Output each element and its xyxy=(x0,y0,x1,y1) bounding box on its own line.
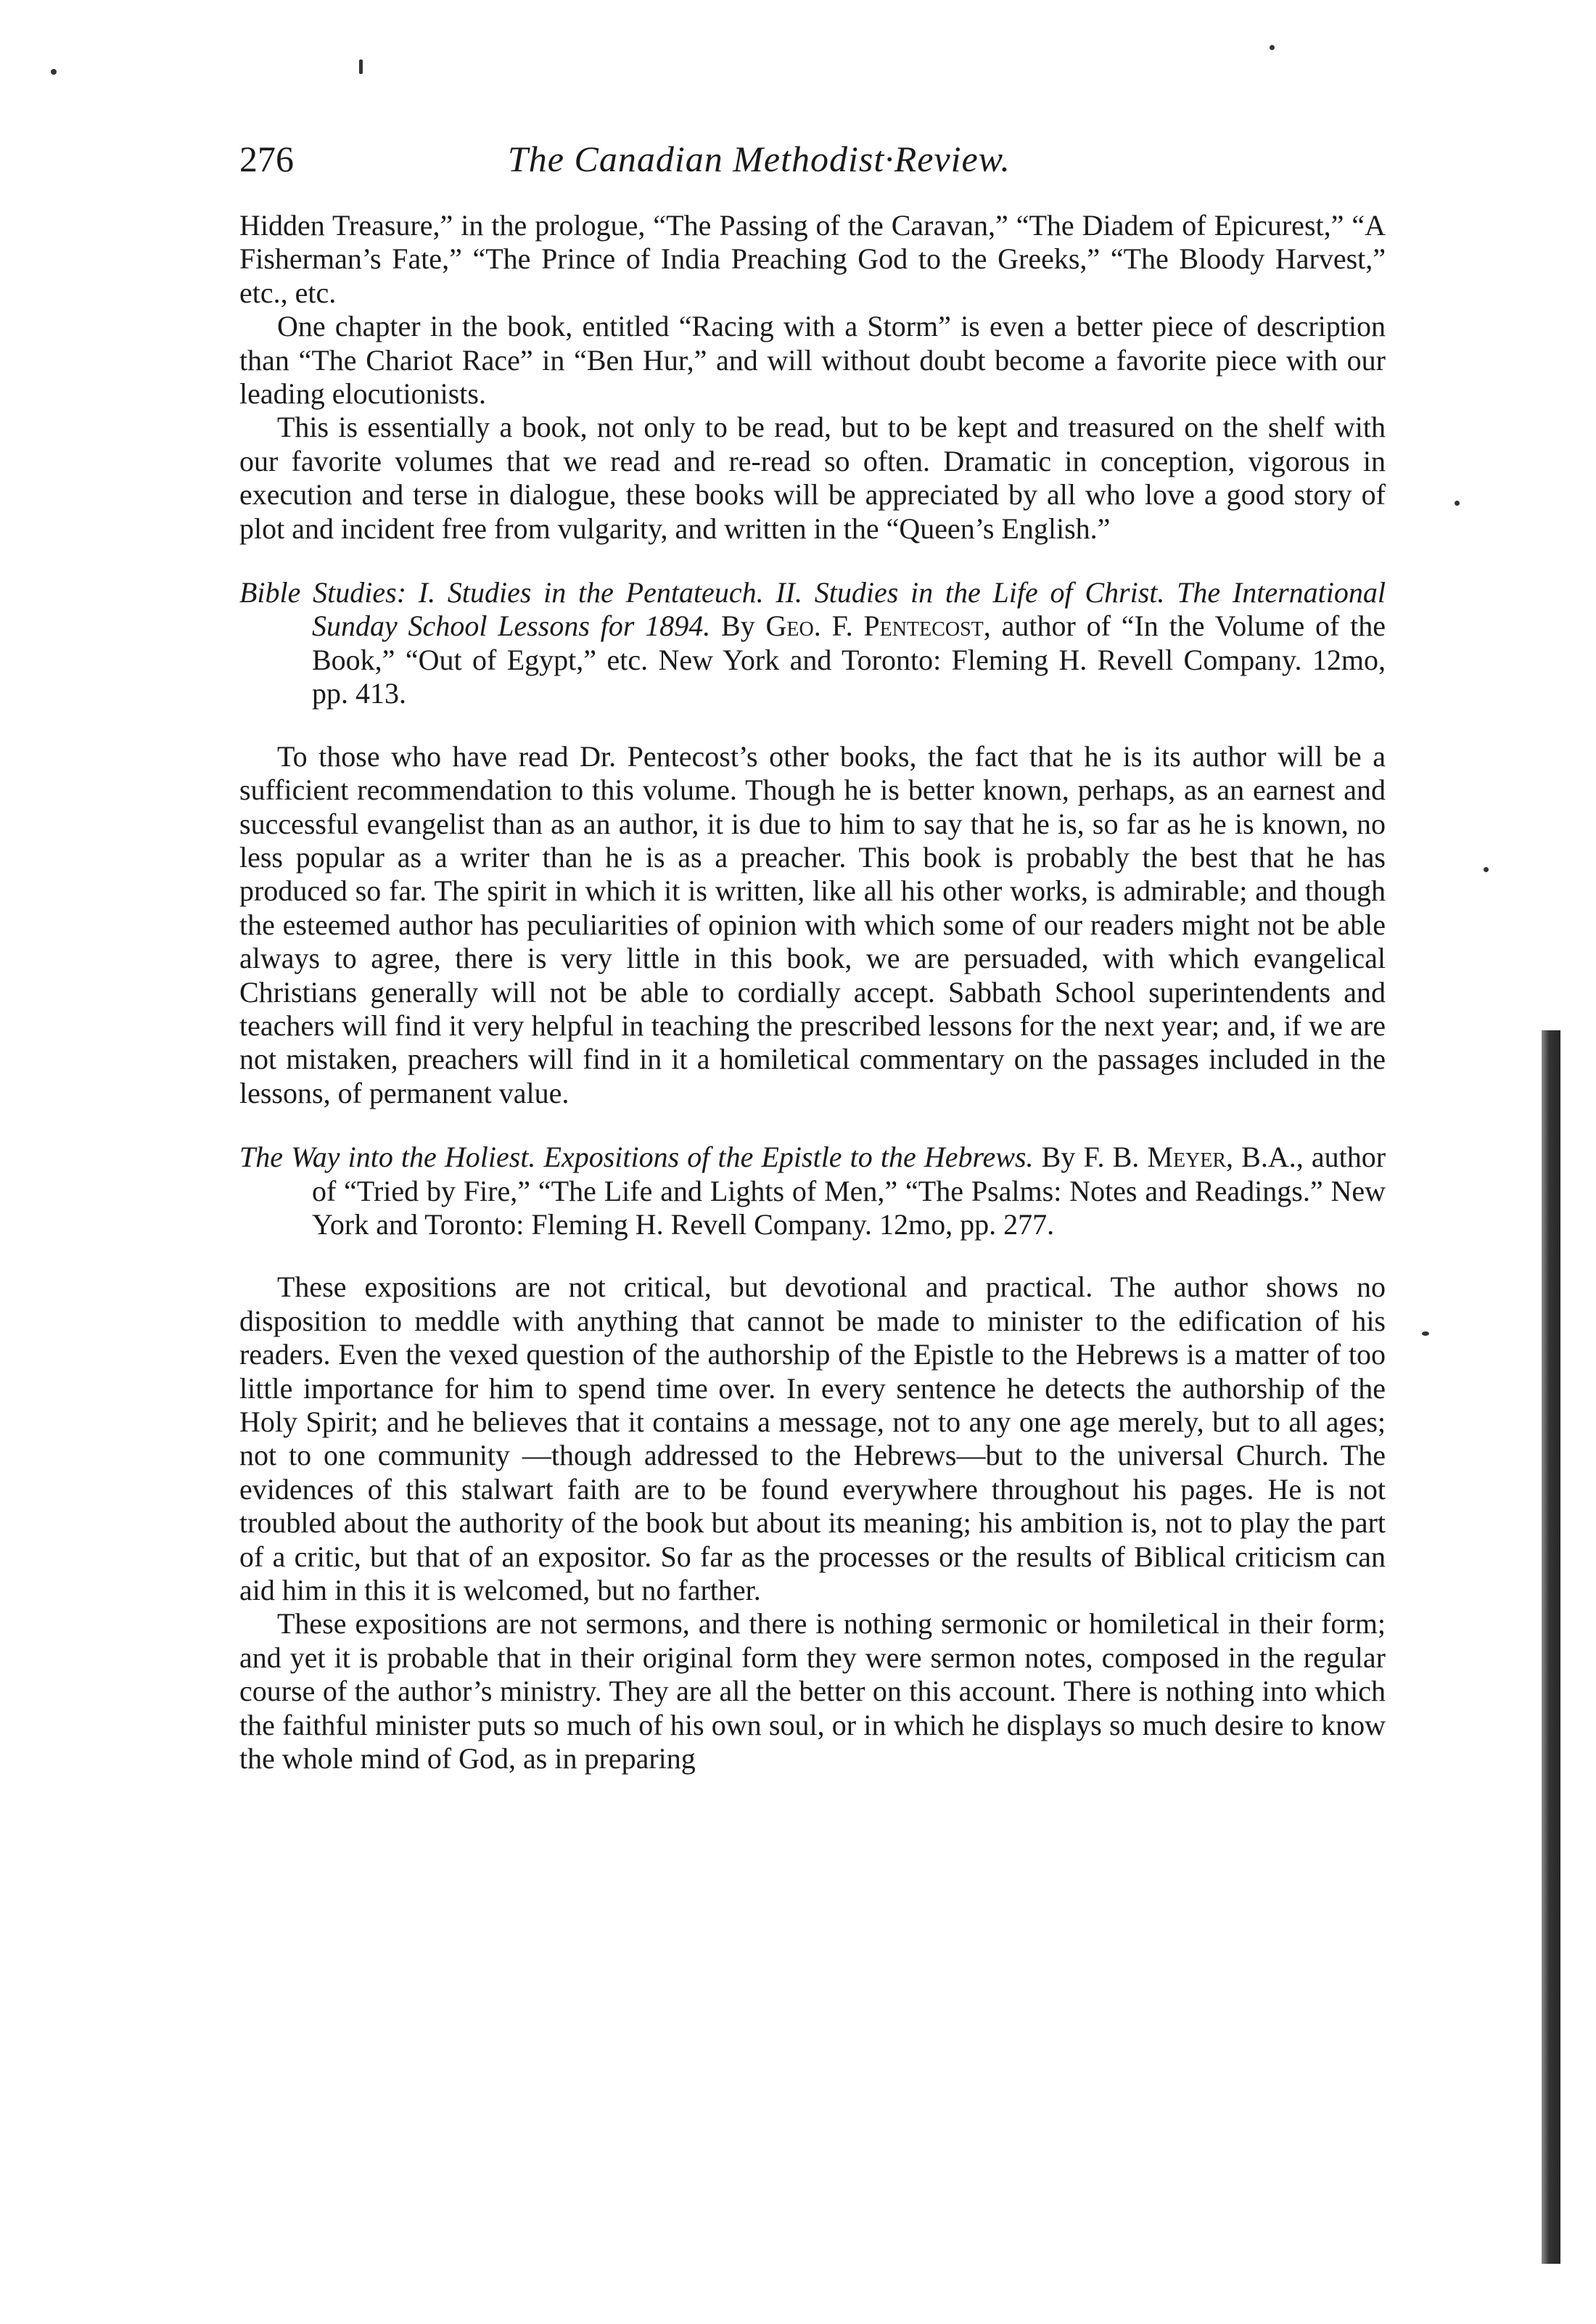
page-body xyxy=(239,209,1386,1775)
book-page xyxy=(239,0,1386,2324)
scan-speck xyxy=(1484,867,1489,872)
review-details: author of “Tried by Fire,” “The Life and Lights of Men,” “The Psalms: Notes and Readings.” New York and Toronto: Fleming H. Revell Company. 12mo, pp. 277. xyxy=(312,1141,1386,1241)
page-number: 276 xyxy=(239,139,294,179)
review-paragraph: These expositions are not sermons, and there is nothing sermonic or homiletical in their form; and yet it is probable that in their original form they were sermon notes, composed in the regular course of the author’s ministry. They are all the better on this account. There is nothing into which the faithful minister puts so much of his own soul, or in which he displays so much desire to know the whole mind of God, as in preparing xyxy=(239,1607,1386,1775)
review-author: Geo. F. Pentecost, xyxy=(765,609,991,643)
review-title: The Way into the Holiest. Expositions of the Epistle to the Hebrews. xyxy=(239,1141,1034,1174)
scan-speck xyxy=(1422,1331,1429,1336)
review-by: By xyxy=(721,609,755,643)
review-author: F. B. Meyer, B.A., xyxy=(1083,1141,1304,1174)
scan-speck xyxy=(1270,45,1275,50)
review-heading-way-into-holiest xyxy=(239,1141,1386,1241)
scan-speck xyxy=(51,69,57,75)
review-details: author of “In the Volume of the Book,” “Out of Egypt,” etc. New York and Toronto: Fleming H. Revell Company. 12mo, pp. 413. xyxy=(312,609,1386,710)
intro-paragraph-1: Hidden Treasure,” in the prologue, “The Passing of the Caravan,” “The Diadem of Epicurest,” “A Fisherman’s Fate,” “The Prince of India Preaching God to the Greeks,” “The Bloody Harvest,” etc., etc. xyxy=(239,209,1386,309)
review-title: Bible Studies: I. Studies in the Pentateuch. II. Studies in the Life of Christ. The International Sunday School Lessons for 1894. xyxy=(239,576,1386,643)
review-paragraph: These expositions are not critical, but devotional and practical. The author shows no disposition to meddle with anything that cannot be made to minister to the edification of his readers. Even the vexed question of the authorship of the Epistle to the Hebrews is a matter of too little importance for him to spend time over. In every sentence he detects the authorship of the Holy Spirit; and he believes that it contains a message, not to any one age merely, but to all ages; not to one community —though addressed to the Hebrews—but to the universal Church. The evidences of this stalwart faith are to be found everywhere throughout his pages. He is not troubled about the authority of the book but about its meaning; his ambition is, not to play the part of a critic, but that of an expositor. So far as the processes or the results of Biblical criticism can aid him in this it is welcomed, but no farther. xyxy=(239,1270,1386,1607)
scan-speck xyxy=(1455,501,1460,506)
scan-speck xyxy=(359,59,363,74)
intro-paragraph-2: One chapter in the book, entitled “Racing with a Storm” is even a better piece of description than “The Chariot Race” in “Ben Hur,” and will without doubt become a favorite piece with our leading elocutionists. xyxy=(239,310,1386,411)
intro-paragraph-3: This is essentially a book, not only to be read, but to be kept and treasured on the shelf with our favorite volumes that we read and re-read so often. Dramatic in conception, vigorous in execution and terse in dialogue, these books will be appreciated by all who love a good story of plot and incident free from vulgarity, and written in the “Queen’s English.” xyxy=(239,411,1386,545)
page-edge-shadow xyxy=(1542,1030,1560,2264)
running-title: The Canadian Methodist·Review. xyxy=(508,139,1011,179)
review-paragraph: To those who have read Dr. Pentecost’s other books, the fact that he is its author will be a sufficient recommendation to this volume. Though he is better known, perhaps, as an earnest and successful evangelist than as an author, it is due to him to say that he is, so far as he is known, no less popular as a writer than he is as a preacher. This book is probably the best that he has produced so far. The spirit in which it is written, like all his other works, is admirable; and though the esteemed author has peculiarities of opinion with which some of our readers might not be able always to agree, there is very little in this book, we are persuaded, with which evangelical Christians generally will not be able to cordially accept. Sabbath School superintendents and teachers will find it very helpful in teaching the prescribed lessons for the next year; and, if we are not mistaken, preachers will find in it a homiletical commentary on the passages included in the lessons, of permanent value. xyxy=(239,739,1386,1109)
review-by: By xyxy=(1041,1141,1076,1174)
review-heading-bible-studies xyxy=(239,576,1386,711)
page-header xyxy=(239,123,1386,181)
